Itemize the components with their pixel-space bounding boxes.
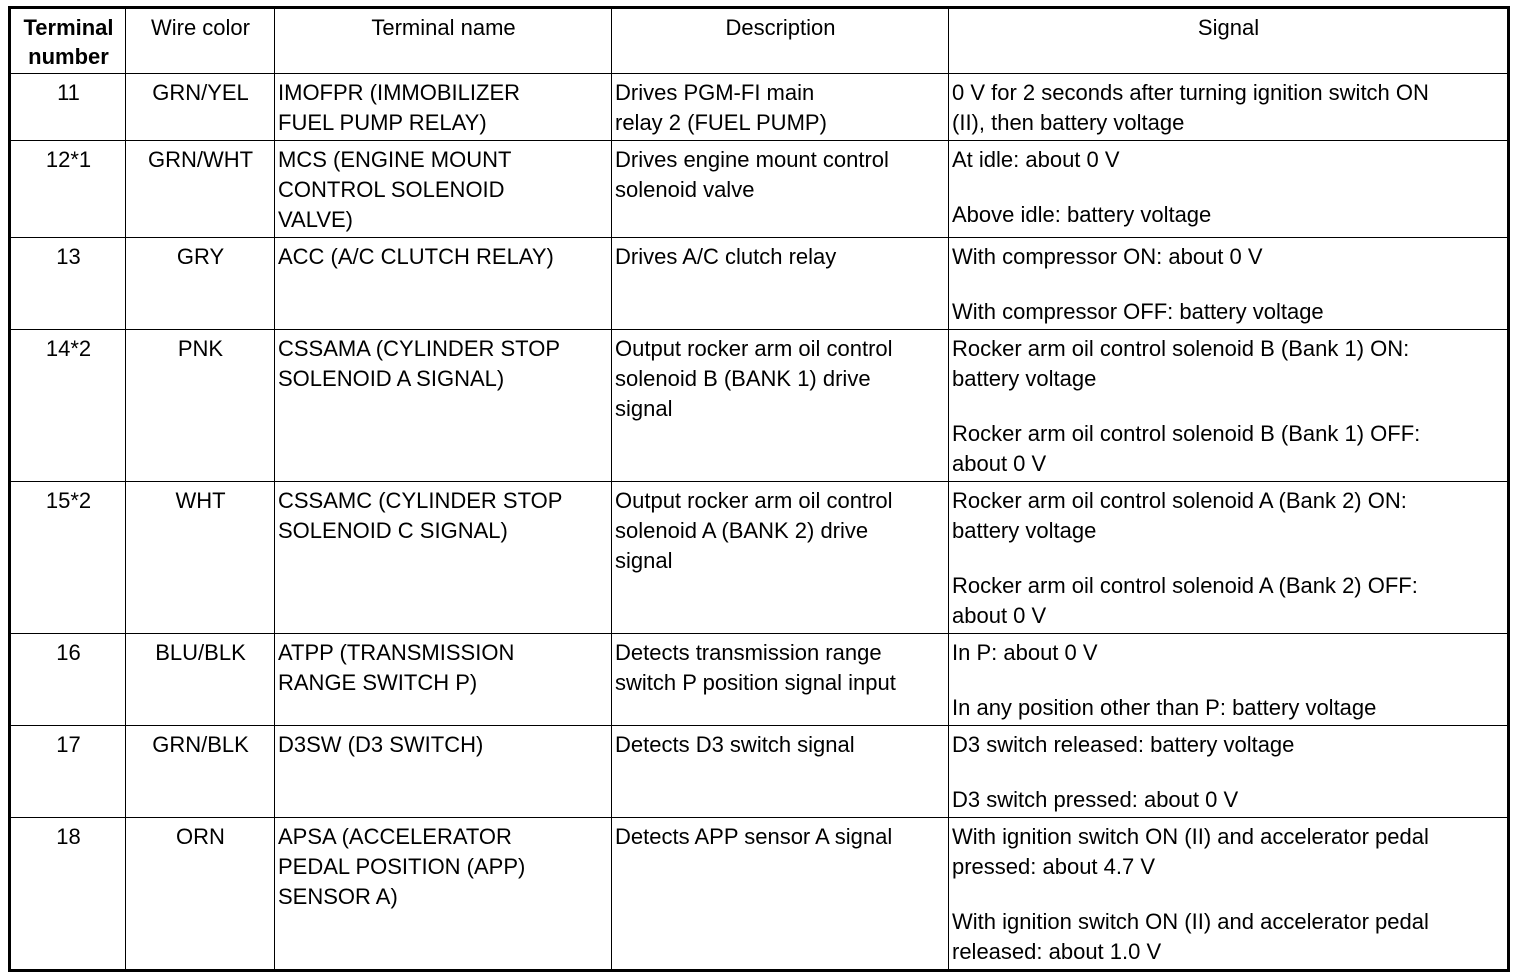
header-terminal-number: Terminal number bbox=[10, 8, 126, 74]
terminal-name-cell: CSSAMA (CYLINDER STOP SOLENOID A SIGNAL) bbox=[275, 330, 612, 482]
description-cell: Detects D3 switch signal bbox=[612, 726, 949, 818]
wire-color-cell: GRN/BLK bbox=[126, 726, 275, 818]
signal-cell: D3 switch released: battery voltage D3 switch pressed: about 0 V bbox=[949, 726, 1509, 818]
wire-color-cell: GRY bbox=[126, 238, 275, 330]
terminal-number-cell: 14*2 bbox=[10, 330, 126, 482]
table-row bbox=[10, 74, 1509, 141]
terminal-number-cell: 18 bbox=[10, 818, 126, 971]
description-cell: Output rocker arm oil control solenoid A (BANK 2) drive signal bbox=[612, 482, 949, 634]
table-row bbox=[10, 726, 1509, 818]
wire-color-cell: WHT bbox=[126, 482, 275, 634]
terminal-name-cell: IMOFPR (IMMOBILIZER FUEL PUMP RELAY) bbox=[275, 74, 612, 141]
signal-cell: In P: about 0 V In any position other than P: battery voltage bbox=[949, 634, 1509, 726]
wire-color-cell: BLU/BLK bbox=[126, 634, 275, 726]
signal-cell: With ignition switch ON (II) and accelerator pedal pressed: about 4.7 V With ignition switch ON (II) and accelerator pedal released: about 1.0 V bbox=[949, 818, 1509, 971]
header-description: Description bbox=[612, 8, 949, 74]
signal-cell: 0 V for 2 seconds after turning ignition switch ON (II), then battery voltage bbox=[949, 74, 1509, 141]
wire-color-cell: GRN/YEL bbox=[126, 74, 275, 141]
wire-color-cell: PNK bbox=[126, 330, 275, 482]
terminal-name-cell: ATPP (TRANSMISSION RANGE SWITCH P) bbox=[275, 634, 612, 726]
table-row bbox=[10, 141, 1509, 238]
table-row bbox=[10, 634, 1509, 726]
terminal-name-cell: CSSAMC (CYLINDER STOP SOLENOID C SIGNAL) bbox=[275, 482, 612, 634]
terminal-number-cell: 13 bbox=[10, 238, 126, 330]
wire-color-cell: GRN/WHT bbox=[126, 141, 275, 238]
signal-cell: Rocker arm oil control solenoid B (Bank 1) ON: battery voltage Rocker arm oil control solenoid B (Bank 1) OFF: about 0 V bbox=[949, 330, 1509, 482]
terminal-name-cell: APSA (ACCELERATOR PEDAL POSITION (APP) SENSOR A) bbox=[275, 818, 612, 971]
description-cell: Detects transmission range switch P position signal input bbox=[612, 634, 949, 726]
header-signal: Signal bbox=[949, 8, 1509, 74]
wire-color-cell: ORN bbox=[126, 818, 275, 971]
terminal-table bbox=[8, 6, 1510, 972]
description-cell: Detects APP sensor A signal bbox=[612, 818, 949, 971]
description-cell: Output rocker arm oil control solenoid B (BANK 1) drive signal bbox=[612, 330, 949, 482]
terminal-number-cell: 16 bbox=[10, 634, 126, 726]
terminal-number-cell: 15*2 bbox=[10, 482, 126, 634]
header-row bbox=[10, 8, 1509, 74]
signal-cell: At idle: about 0 V Above idle: battery voltage bbox=[949, 141, 1509, 238]
header-terminal-name: Terminal name bbox=[275, 8, 612, 74]
table-row bbox=[10, 482, 1509, 634]
table-row bbox=[10, 818, 1509, 971]
description-cell: Drives PGM-FI main relay 2 (FUEL PUMP) bbox=[612, 74, 949, 141]
table-row bbox=[10, 238, 1509, 330]
table-row bbox=[10, 330, 1509, 482]
signal-cell: With compressor ON: about 0 V With compressor OFF: battery voltage bbox=[949, 238, 1509, 330]
terminal-name-cell: D3SW (D3 SWITCH) bbox=[275, 726, 612, 818]
table-body bbox=[10, 74, 1509, 971]
description-cell: Drives A/C clutch relay bbox=[612, 238, 949, 330]
terminal-number-cell: 17 bbox=[10, 726, 126, 818]
description-cell: Drives engine mount control solenoid valve bbox=[612, 141, 949, 238]
terminal-number-cell: 12*1 bbox=[10, 141, 126, 238]
terminal-name-cell: MCS (ENGINE MOUNT CONTROL SOLENOID VALVE) bbox=[275, 141, 612, 238]
terminal-number-cell: 11 bbox=[10, 74, 126, 141]
terminal-name-cell: ACC (A/C CLUTCH RELAY) bbox=[275, 238, 612, 330]
header-wire-color: Wire color bbox=[126, 8, 275, 74]
signal-cell: Rocker arm oil control solenoid A (Bank 2) ON: battery voltage Rocker arm oil control solenoid A (Bank 2) OFF: about 0 V bbox=[949, 482, 1509, 634]
